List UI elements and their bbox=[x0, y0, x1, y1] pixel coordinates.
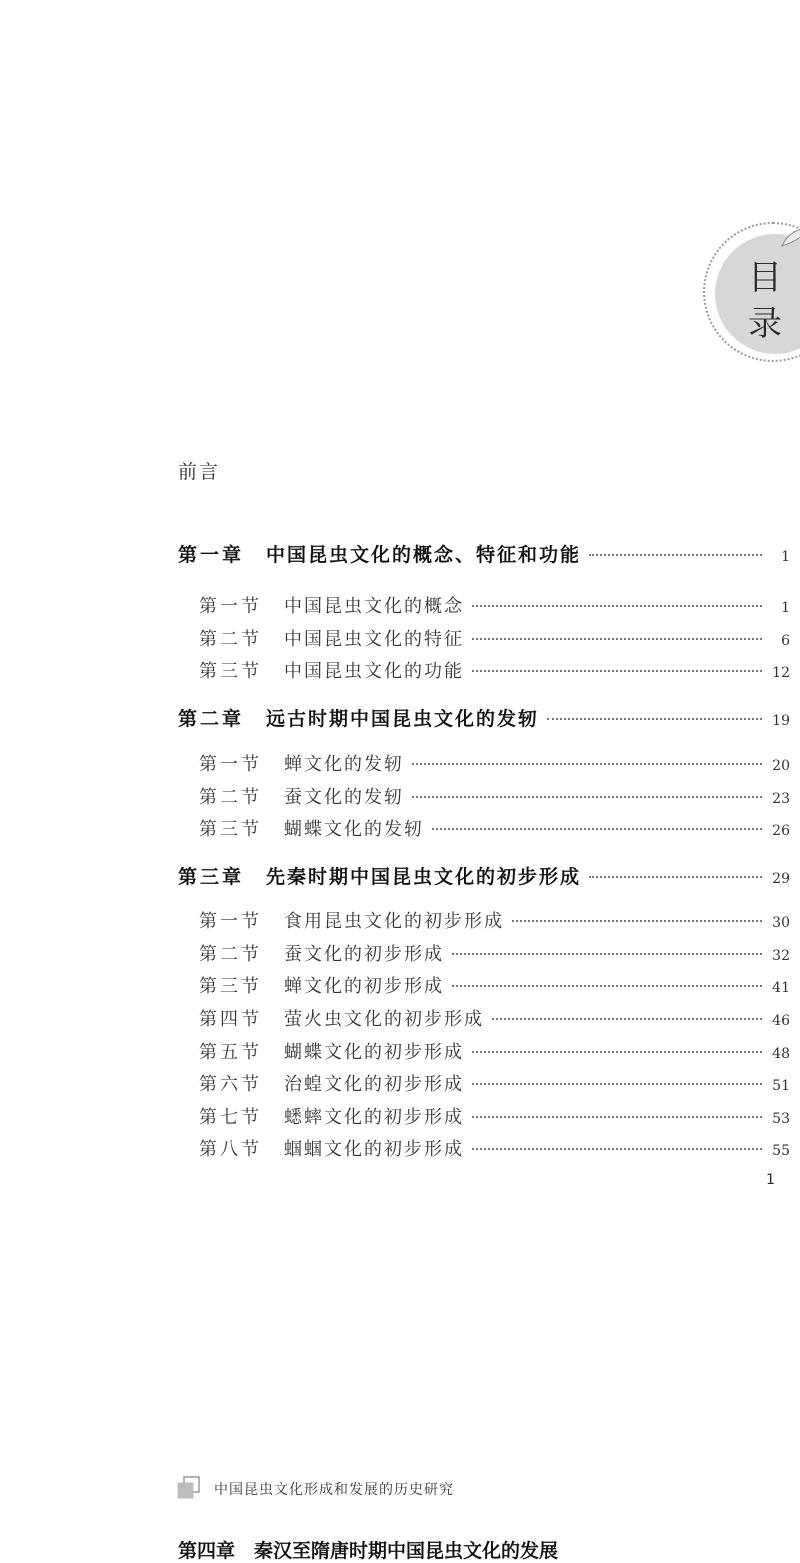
toc-preface[interactable]: 前言 bbox=[178, 461, 221, 483]
leader-dots bbox=[589, 876, 762, 878]
leader-dots bbox=[472, 1083, 762, 1085]
toc-section[interactable] bbox=[199, 592, 790, 618]
chapter-number: 第二章 bbox=[178, 708, 245, 730]
leader-dots bbox=[472, 1116, 762, 1118]
toc-section[interactable] bbox=[199, 1005, 790, 1031]
chapter-number: 第三章 bbox=[178, 866, 245, 888]
toc-section[interactable] bbox=[199, 940, 790, 966]
section-title: 中国昆虫文化的功能 bbox=[284, 661, 464, 682]
section-title: 蝴蝶文化的初步形成 bbox=[284, 1042, 464, 1063]
section-number: 第二节 bbox=[199, 944, 262, 965]
toc-section[interactable] bbox=[199, 1103, 790, 1129]
leader-dots bbox=[452, 953, 762, 955]
leader-dots bbox=[472, 670, 762, 672]
page-ref: 29 bbox=[772, 871, 790, 887]
leader-dots bbox=[472, 1051, 762, 1053]
toc-chapter-1[interactable] bbox=[178, 540, 790, 567]
section-number: 第八节 bbox=[199, 1139, 262, 1160]
toc-section[interactable] bbox=[199, 1135, 790, 1161]
page-ref: 12 bbox=[772, 665, 790, 681]
leader-dots bbox=[472, 1148, 762, 1150]
section-number: 第一节 bbox=[199, 754, 262, 775]
chapter-title: 中国昆虫文化的概念、特征和功能 bbox=[266, 544, 582, 566]
page-ref: 53 bbox=[772, 1111, 790, 1127]
leader-dots bbox=[452, 985, 762, 987]
page-ref: 30 bbox=[772, 915, 790, 931]
page-ref: 1 bbox=[781, 600, 790, 616]
toc-section[interactable] bbox=[199, 783, 790, 809]
chapter-title: 远古时期中国昆虫文化的发轫 bbox=[266, 708, 540, 730]
chapter-title: 先秦时期中国昆虫文化的初步形成 bbox=[266, 866, 582, 888]
page-ref: 19 bbox=[772, 713, 790, 729]
book-pages-icon bbox=[177, 1476, 201, 1500]
leader-dots bbox=[412, 796, 762, 798]
section-title: 蝈蝈文化的初步形成 bbox=[284, 1139, 464, 1160]
toc-chapter-2[interactable] bbox=[178, 704, 790, 731]
toc-chapter-3[interactable] bbox=[178, 862, 790, 889]
leader-dots bbox=[589, 554, 762, 556]
leader-dots bbox=[472, 638, 762, 640]
section-title: 蟋蟀文化的初步形成 bbox=[284, 1107, 464, 1128]
page-ref: 41 bbox=[772, 980, 790, 996]
toc-section[interactable] bbox=[199, 625, 790, 651]
leader-dots bbox=[547, 718, 762, 720]
page-ref: 32 bbox=[772, 948, 790, 964]
section-number: 第三节 bbox=[199, 976, 262, 997]
section-number: 第二节 bbox=[199, 629, 262, 650]
section-title: 中国昆虫文化的概念 bbox=[284, 596, 464, 617]
toc-section[interactable] bbox=[199, 657, 790, 683]
page-number: 1 bbox=[766, 1172, 775, 1188]
section-title: 中国昆虫文化的特征 bbox=[284, 629, 464, 650]
toc-section[interactable] bbox=[199, 972, 790, 998]
page-ref: 23 bbox=[772, 791, 790, 807]
toc-section[interactable] bbox=[199, 907, 790, 933]
page-ref: 6 bbox=[781, 633, 790, 649]
leader-dots bbox=[492, 1018, 762, 1020]
section-number: 第四节 bbox=[199, 1009, 262, 1030]
page-ref: 1 bbox=[781, 549, 790, 565]
section-number: 第五节 bbox=[199, 1042, 262, 1063]
section-number: 第六节 bbox=[199, 1074, 262, 1095]
page-ref: 48 bbox=[772, 1046, 790, 1062]
section-number: 第二节 bbox=[199, 787, 262, 808]
leader-dots bbox=[512, 920, 762, 922]
leader-dots bbox=[432, 828, 762, 830]
page-ref: 51 bbox=[772, 1078, 790, 1094]
page-ref: 46 bbox=[772, 1013, 790, 1029]
section-number: 第七节 bbox=[199, 1107, 262, 1128]
section-number: 第一节 bbox=[199, 911, 262, 932]
section-number: 第一节 bbox=[199, 596, 262, 617]
toc-section[interactable] bbox=[199, 1070, 790, 1096]
section-title: 蚕文化的发轫 bbox=[284, 787, 404, 808]
section-title: 治蝗文化的初步形成 bbox=[284, 1074, 464, 1095]
section-title: 蝉文化的初步形成 bbox=[284, 976, 444, 997]
toc-chapter-4-partial[interactable]: 第四章 秦汉至隋唐时期中国昆虫文化的发展 bbox=[178, 1540, 559, 1562]
section-title: 食用昆虫文化的初步形成 bbox=[284, 911, 504, 932]
toc-section[interactable] bbox=[199, 750, 790, 776]
page-ref: 55 bbox=[772, 1143, 790, 1159]
toc-section[interactable] bbox=[199, 1038, 790, 1064]
section-title: 蝉文化的发轫 bbox=[284, 754, 404, 775]
leader-dots bbox=[412, 763, 762, 765]
section-title: 萤火虫文化的初步形成 bbox=[284, 1009, 484, 1030]
toc-badge-char-2: 录 bbox=[748, 304, 782, 344]
chapter-number: 第一章 bbox=[178, 544, 245, 566]
section-title: 蚕文化的初步形成 bbox=[284, 944, 444, 965]
leaf-ornament-icon bbox=[780, 226, 800, 248]
toc-badge-char-1: 目 bbox=[748, 258, 782, 298]
toc-section[interactable] bbox=[199, 815, 790, 841]
running-header-book-title: 中国昆虫文化形成和发展的历史研究 bbox=[214, 1482, 454, 1498]
section-title: 蝴蝶文化的发轫 bbox=[284, 819, 424, 840]
section-number: 第三节 bbox=[199, 819, 262, 840]
page-ref: 20 bbox=[772, 758, 790, 774]
leader-dots bbox=[472, 605, 762, 607]
section-number: 第三节 bbox=[199, 661, 262, 682]
page-ref: 26 bbox=[772, 823, 790, 839]
